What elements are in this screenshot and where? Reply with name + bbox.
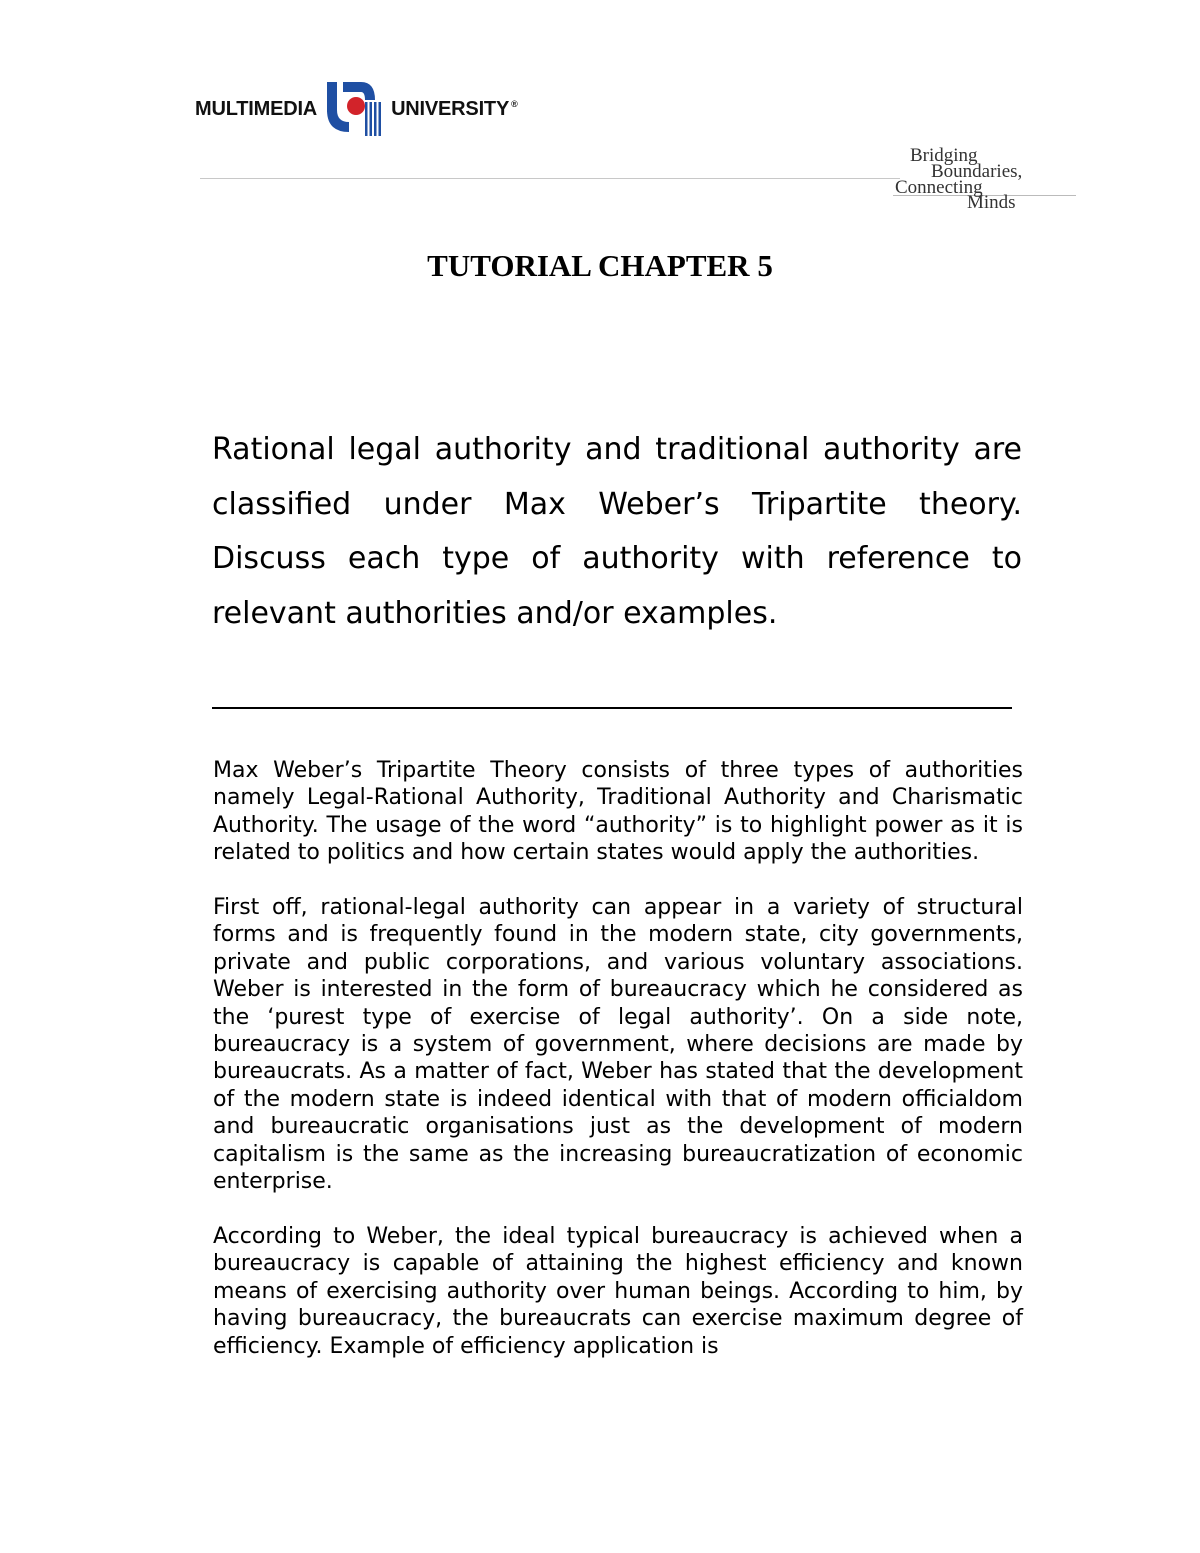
tagline-line-3: Connecting [895,177,983,198]
logo-text-left: MULTIMEDIA [195,97,318,120]
tagline-line-2: Boundaries, [931,161,1023,182]
mmu-emblem-icon [325,80,383,138]
logo-text-right: UNIVERSITY ® [391,97,518,120]
tagline-line-1: Bridging [910,145,978,166]
page-title: TUTORIAL CHAPTER 5 [427,248,773,283]
answer-body [213,757,1023,1387]
paragraph: According to Weber, the ideal typical bureaucracy is achieved when a bureaucracy is capable of attaining the highest efficiency and known means of exercising authority over human beings. According to him, by having bureaucracy, the bureaucrats can exercise maximum degree of efficiency. Example of efficiency application is [213,1223,1023,1359]
paragraph: Max Weber’s Tripartite Theory consists of three types of authorities namely Legal-Rational Authority, Traditional Authority and Charismatic Authority. The usage of the word “authority” is to highlight power as it is related to politics and how certain states would apply the authorities. [213,758,1023,866]
paragraph: First off, rational-legal authority can appear in a variety of structural forms and is frequently found in the modern state, city governments, private and public corporations, and various voluntary associations. Weber is interested in the form of bureaucracy which he considered as the ‘purest type of exercise of legal authority’. On a side note, bureaucracy is a system of government, where decisions are made by bureaucrats. As a matter of fact, Weber has stated that the development of the modern state is indeed identical with that of modern officialdom and bureaucratic organisations just as the development of modern capitalism is the same as the increasing bureaucratization of economic enterprise. [213,895,1023,1195]
header-divider [200,178,900,179]
tagline-line-4: Minds [967,192,1016,213]
question-divider [212,707,1012,709]
tagline [893,146,1078,216]
tutorial-question: Rational legal authority and traditional authority are classified under Max Weber’s Tripartite theory. Discuss each type of authority with reference to relevant authorities and/or examples. [212,432,1022,631]
university-logo [195,80,518,138]
